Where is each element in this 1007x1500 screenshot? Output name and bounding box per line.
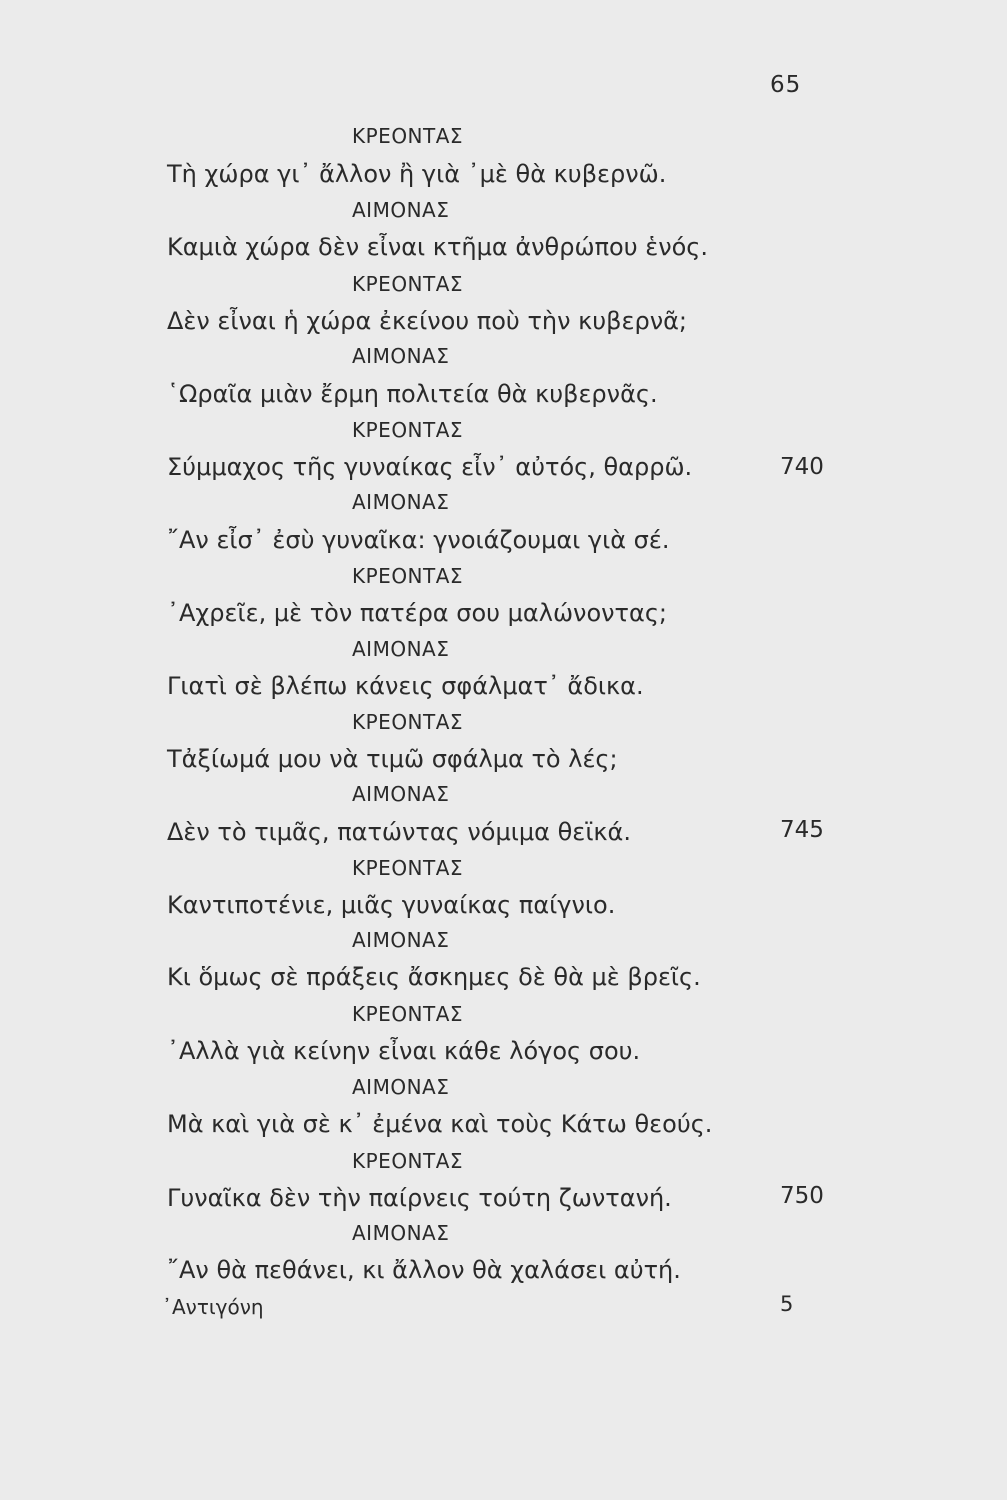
verse-line: Τὴ χώρα γι᾿ ἄλλον ἢ γιὰ ᾿μὲ θὰ κυβερνῶ. <box>167 160 667 188</box>
signature-mark: 5 <box>780 1292 794 1316</box>
speaker-label: ΚΡΕΟΝΤΑΣ <box>352 1149 464 1173</box>
speaker-label: ΑΙΜΟΝΑΣ <box>352 637 450 661</box>
speaker-label: ΚΡΕΟΝΤΑΣ <box>352 418 464 442</box>
speaker-label: ΑΙΜΟΝΑΣ <box>352 490 450 514</box>
verse-line: ῾Ωραῖα μιὰν ἔρμη πολιτεία θὰ κυβερνᾶς. <box>167 380 658 408</box>
speaker-label: ΚΡΕΟΝΤΑΣ <box>352 564 464 588</box>
verse-line: Καντιποτένιε, μιᾶς γυναίκας παίγνιο. <box>167 891 616 919</box>
speaker-label: ΚΡΕΟΝΤΑΣ <box>352 710 464 734</box>
line-number: 740 <box>780 454 824 480</box>
speaker-label: ΑΙΜΟΝΑΣ <box>352 928 450 952</box>
verse-line: Μὰ καὶ γιὰ σὲ κ᾿ ἐμένα καὶ τοὺς Κάτω θεούς. <box>167 1110 713 1138</box>
speaker-label: ΑΙΜΟΝΑΣ <box>352 1075 450 1099</box>
verse-line: ᾿Αχρεῖε, μὲ τὸν πατέρα σου μαλώνοντας; <box>167 599 667 627</box>
line-number: 745 <box>780 817 824 843</box>
verse-line: ῎Αν θὰ πεθάνει, κι ἄλλον θὰ χαλάσει αὐτή. <box>167 1256 681 1284</box>
page-number: 65 <box>770 72 802 98</box>
speaker-label: ΚΡΕΟΝΤΑΣ <box>352 856 464 880</box>
verse-line: Δὲν τὸ τιμᾶς, πατώντας νόμιμα θεϊκά. <box>167 818 631 846</box>
speaker-label: ΚΡΕΟΝΤΑΣ <box>352 1002 464 1026</box>
verse-line: Δὲν εἶναι ἡ χώρα ἐκείνου ποὺ τὴν κυβερνᾶ; <box>167 307 688 335</box>
verse-line: ῎Αν εἶσ᾿ ἐσὺ γυναῖκα: γνοιάζουμαι γιὰ σέ. <box>167 526 670 554</box>
speaker-label: ΑΙΜΟΝΑΣ <box>352 344 450 368</box>
footer-title: ᾿Αντιγόνη <box>162 1295 264 1319</box>
line-number: 750 <box>780 1183 824 1209</box>
speaker-label: ΑΙΜΟΝΑΣ <box>352 782 450 806</box>
speaker-label: ΑΙΜΟΝΑΣ <box>352 1221 450 1245</box>
speaker-label: ΚΡΕΟΝΤΑΣ <box>352 124 464 148</box>
verse-line: Γιατὶ σὲ βλέπω κάνεις σφάλματ᾿ ἄδικα. <box>167 672 644 700</box>
verse-line: Γυναῖκα δὲν τὴν παίρνεις τούτη ζωντανή. <box>167 1184 672 1212</box>
verse-line: Καμιὰ χώρα δὲν εἶναι κτῆμα ἀνθρώπου ἑνός. <box>167 233 708 261</box>
verse-line: Σύμμαχος τῆς γυναίκας εἶν᾿ αὐτός, θαρρῶ. <box>167 453 693 481</box>
speaker-label: ΚΡΕΟΝΤΑΣ <box>352 272 464 296</box>
verse-line: ᾿Αλλὰ γιὰ κείνην εἶναι κάθε λόγος σου. <box>167 1037 641 1065</box>
verse-line: Κι ὅμως σὲ πράξεις ἄσκημες δὲ θὰ μὲ βρεῖς. <box>167 963 701 991</box>
verse-line: Τἀξίωμά μου νὰ τιμῶ σφάλμα τὸ λές; <box>167 745 618 773</box>
speaker-label: ΑΙΜΟΝΑΣ <box>352 198 450 222</box>
